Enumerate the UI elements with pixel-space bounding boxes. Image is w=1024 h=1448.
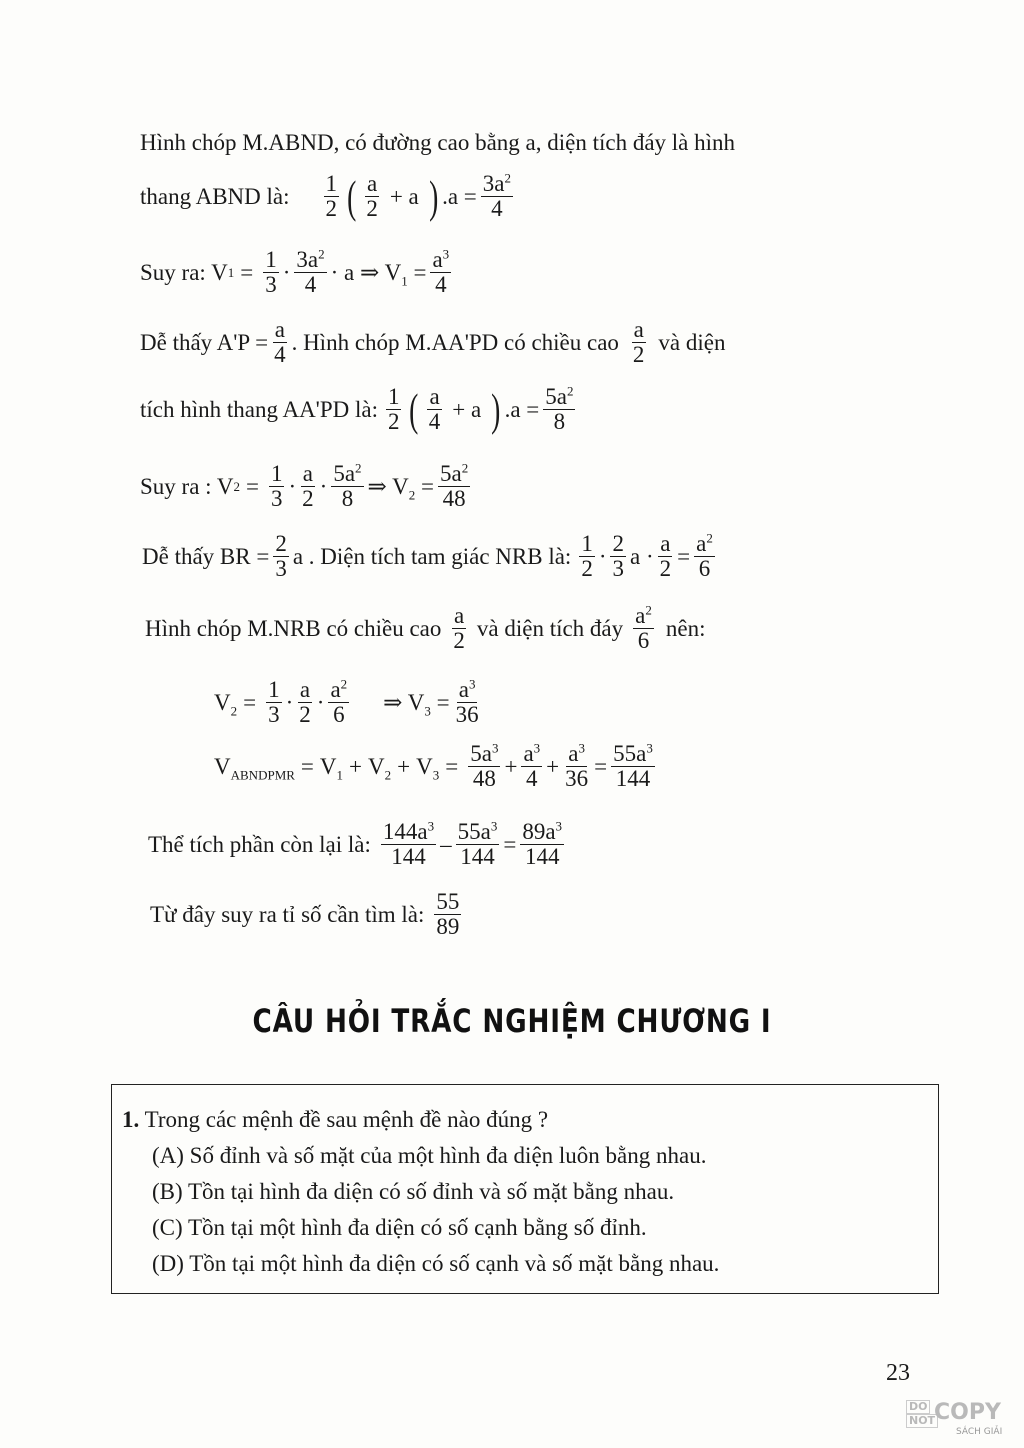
- text-line-1: Hình chóp M.ABND, có đường cao bằng a, diện tích đáy là hình: [140, 130, 736, 155]
- option-c: (C) Tồn tại một hình đa diện có số cạnh bằng số đỉnh.: [152, 1215, 647, 1240]
- text-line-ap: Dễ thấy A'P = $\frac{a}{4}$ . Hình chóp M.AA'PD có chiều cao $\frac{a}{2}$ và diện: [140, 317, 726, 368]
- chapter-heading: CÂU HỎI TRẮC NGHIỆM CHƯƠNG I: [252, 1002, 772, 1040]
- formula-abnd-area: thang ABND là: $\frac{1}{2}$ ( $\frac{a}{2}$ + a ) .a = $\frac{3a^2}{4}$: [140, 170, 511, 222]
- formula-v2: Suy ra : V 2 = $\frac{1}{3}$ · $\frac{a}{2}$ · $\frac{5a^2}{8}$ ⇒ $V_2$ = $\frac{5a^2}{48}$: [140, 460, 469, 512]
- option-b: (B) Tồn tại hình đa diện có số đỉnh và số mặt bằng nhau.: [152, 1179, 675, 1204]
- formula-ratio: Từ đây suy ra tỉ số cần tìm là: $\frac{55}{89}$: [150, 889, 460, 940]
- fraction: $\frac{1}{2}$: [325, 171, 337, 222]
- formula-v-total: $V_{ABNDPMR}$ = $V_1$ + $V_2$ + $V_3$ = $\frac{5a^3}{48}$ + $\frac{a^3}{4}$ + $\frac{a^3}{36}$ = $\frac{55a^3}{144}$: [214, 740, 653, 792]
- fraction: $\frac{a}{2}$: [366, 171, 378, 222]
- formula-v1: Suy ra: V 1 = $\frac{1}{3}$ · $\frac{3a^2}{4}$ · a ⇒ $V_1$ = $\frac{a^3}{4}$: [140, 246, 450, 298]
- fraction: $\frac{3a^2}{4}$: [482, 170, 511, 222]
- question-box: [111, 1084, 939, 1294]
- watermark-logo: DO NOT COPY SÁCH GIẢI: [906, 1400, 1010, 1440]
- formula-aapd-area: tích hình thang AA'PD là: $\frac{1}{2}$ ( $\frac{a}{4}$ + a ) .a = $\frac{5a^2}{8}$: [140, 383, 574, 435]
- formula-br: Dễ thấy BR = $\frac{2}{3}$ a . Diện tích tam giác NRB là: $\frac{1}{2}$ · $\frac{2}{3}$ a · $\frac{a}{2}$ = $\frac{a^2}{6}$: [142, 530, 713, 582]
- formula-remaining-volume: Thể tích phần còn lại là: $\frac{144a^3}{144}$ – $\frac{55a^3}{144}$ = $\frac{89a^3}{144}$: [148, 818, 563, 870]
- option-d: (D) Tồn tại một hình đa diện có số cạnh và số mặt bằng nhau.: [152, 1251, 720, 1276]
- page-number: 23: [886, 1360, 910, 1386]
- option-a: (A) Số đỉnh và số mặt của một hình đa diện luôn bằng nhau.: [152, 1143, 707, 1168]
- text-line-nrb: Hình chóp M.NRB có chiều cao $\frac{a}{2}$ và diện tích đáy $\frac{a^2}{6}$ nên:: [145, 602, 706, 654]
- question-text: 1. Trong các mệnh đề sau mệnh đề nào đúng ?: [122, 1107, 549, 1132]
- formula-v3: $V_2$ = $\frac{1}{3}$ · $\frac{a}{2}$ · $\frac{a^2}{6}$ ⇒ $V_3$ = $\frac{a^3}{36}$: [214, 676, 479, 728]
